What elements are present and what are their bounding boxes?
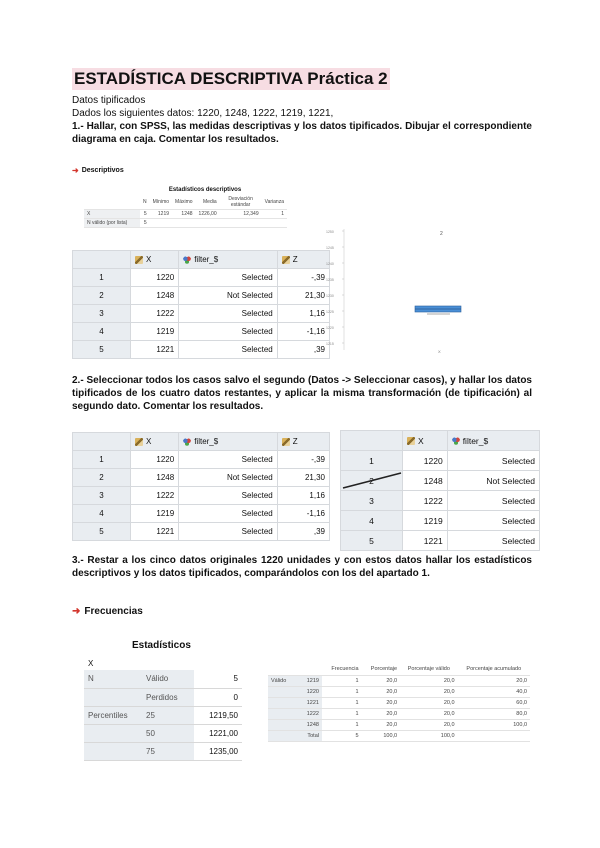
estadisticos-block	[84, 640, 244, 761]
table-row: X 5 1219 1248 1226,00 12,349 1	[84, 210, 287, 219]
table-row[interactable]: 5 1221 Selected ,39	[73, 523, 330, 541]
table-row[interactable]: 5 1221 Selected	[341, 531, 540, 551]
estadisticos-title: Estadísticos	[132, 640, 191, 651]
question-3: 3.- Restar a los cinco datos originales 1220 unidades y con estos datos hallar los estadísticos descriptivos y los datos tipificados, comparándolos con los del apartado 1.	[72, 555, 532, 579]
col-x[interactable]: X	[403, 431, 448, 451]
col-x[interactable]: X	[131, 433, 179, 451]
table-row: Total 5 100,0 100,0	[268, 730, 530, 741]
col-x[interactable]: X	[131, 251, 179, 269]
col-header: Desviación estándar	[220, 195, 262, 210]
table-row: 1248 1 20,0 20,0 100,0	[268, 719, 530, 730]
col-header: Porcentaje válido	[400, 664, 457, 675]
col-filter[interactable]: filter_$	[179, 433, 278, 451]
col-z[interactable]: Z	[277, 433, 329, 451]
table-row[interactable]: 1 1220 Selected	[341, 451, 540, 471]
table-row: 50 1221,00	[84, 724, 242, 742]
frecuencias-header	[72, 606, 143, 617]
y-tick-label: 1215	[326, 342, 334, 346]
data-view-grid-2	[72, 432, 330, 541]
data-view-grid-1	[72, 250, 330, 359]
outlier-label: 2	[440, 231, 443, 237]
arrow-right-icon: ➜	[72, 606, 81, 617]
table-row: Válido 1219 1 20,0 20,0 20,0	[268, 675, 530, 686]
table-row[interactable]: 4 1219 Selected	[341, 511, 540, 531]
table-row[interactable]: 1 1220 Selected -,39	[73, 451, 330, 469]
arrow-right-icon: ➜	[72, 166, 79, 175]
y-tick-label: 1230	[326, 294, 334, 298]
table-row[interactable]: 5 1221 Selected ,39	[73, 341, 330, 359]
question-2-block	[72, 374, 532, 413]
col-header: Máximo	[172, 195, 196, 210]
x-axis-label: X	[438, 349, 441, 354]
frequency-table	[268, 664, 530, 742]
table-row[interactable]: 1 1220 Selected -,39	[73, 269, 330, 287]
data-view-grid-3	[340, 430, 540, 551]
table-row: Percentiles 25 1219,50	[84, 706, 242, 724]
col-header: Frecuencia	[322, 664, 362, 675]
table-row[interactable]: 2 1248 Not Selected 21,30	[73, 287, 330, 305]
scale-variable-icon	[135, 438, 143, 446]
scale-variable-icon	[282, 438, 290, 446]
col-header: Varianza	[262, 195, 287, 210]
col-header: Mínimo	[150, 195, 172, 210]
question-1: 1.- Hallar, con SPSS, las medidas descriptivas y los datos tipificados. Dibujar el correspondiente diagrama en caja. Comentar los resultados.	[72, 121, 532, 145]
y-tick-label: 1235	[326, 278, 334, 282]
table-row: 1221 1 20,0 20,0 60,0	[268, 697, 530, 708]
data-view-grid-3-wrap	[340, 430, 540, 551]
table-row: Perdidos 0	[84, 688, 242, 706]
descriptivos-heading: Descriptivos	[81, 167, 124, 174]
table-row[interactable]: 3 1222 Selected	[341, 491, 540, 511]
col-header: Media	[196, 195, 220, 210]
descriptivos-output	[72, 166, 332, 228]
y-tick-label: 1220	[326, 326, 334, 330]
question-3-block	[72, 554, 532, 580]
col-header: N	[140, 195, 150, 210]
col-z[interactable]: Z	[277, 251, 329, 269]
frecuencias-heading: Frecuencias	[84, 606, 143, 617]
document	[72, 68, 532, 146]
table-row[interactable]: 3 1222 Selected 1,16	[73, 487, 330, 505]
scale-variable-icon	[135, 256, 143, 264]
col-filter[interactable]: filter_$	[447, 431, 539, 451]
variable-name: X	[88, 659, 94, 668]
y-tick-label: 1240	[326, 262, 334, 266]
table-row[interactable]: 4 1219 Selected -1,16	[73, 323, 330, 341]
subtitle: Datos tipificados	[72, 95, 146, 106]
col-filter[interactable]: filter_$	[179, 251, 278, 269]
excluded-row-number	[341, 471, 403, 491]
data-line: Dados los siguientes datos: 1220, 1248, 1222, 1219, 1221,	[72, 108, 334, 119]
col-header: Porcentaje acumulado	[458, 664, 530, 675]
page-title: ESTADÍSTICA DESCRIPTIVA Práctica 2	[74, 69, 388, 88]
col-header: Porcentaje	[362, 664, 401, 675]
box-plot	[322, 225, 522, 357]
table-row[interactable]: 3 1222 Selected 1,16	[73, 305, 330, 323]
table-row: 1220 1 20,0 20,0 40,0	[268, 686, 530, 697]
y-tick-label: 1245	[326, 246, 334, 250]
table-row[interactable]: 2 1248 Not Selected 21,30	[73, 469, 330, 487]
table-row: N Válido 5	[84, 670, 242, 688]
desc-table-title: Estadísticos descriptivos	[168, 187, 242, 193]
nominal-variable-icon	[183, 256, 191, 264]
scale-variable-icon	[282, 256, 290, 264]
nominal-variable-icon	[183, 438, 191, 446]
table-row: 75 1235,00	[84, 742, 242, 760]
nominal-variable-icon	[452, 437, 460, 445]
table-row: N válido (por lista) 5	[84, 219, 287, 228]
filter-slash-icon	[341, 471, 403, 491]
y-tick-label: 1225	[326, 310, 334, 314]
question-2: 2.- Seleccionar todos los casos salvo el segundo (Datos -> Seleccionar casos), y hallar los datos tipificados de los cuatro datos restantes, y aplicar la misma transformación (de tipificación) al segundo dato. Comentar los resultados.	[72, 375, 532, 412]
scale-variable-icon	[407, 437, 415, 445]
descriptive-stats-table	[84, 195, 287, 228]
table-row[interactable]: 1248 Not Selected	[341, 471, 540, 491]
table-row: 1222 1 20,0 20,0 80,0	[268, 708, 530, 719]
table-row[interactable]: 4 1219 Selected -1,16	[73, 505, 330, 523]
y-tick-label: 1250	[326, 230, 334, 234]
estadisticos-table	[84, 670, 242, 761]
